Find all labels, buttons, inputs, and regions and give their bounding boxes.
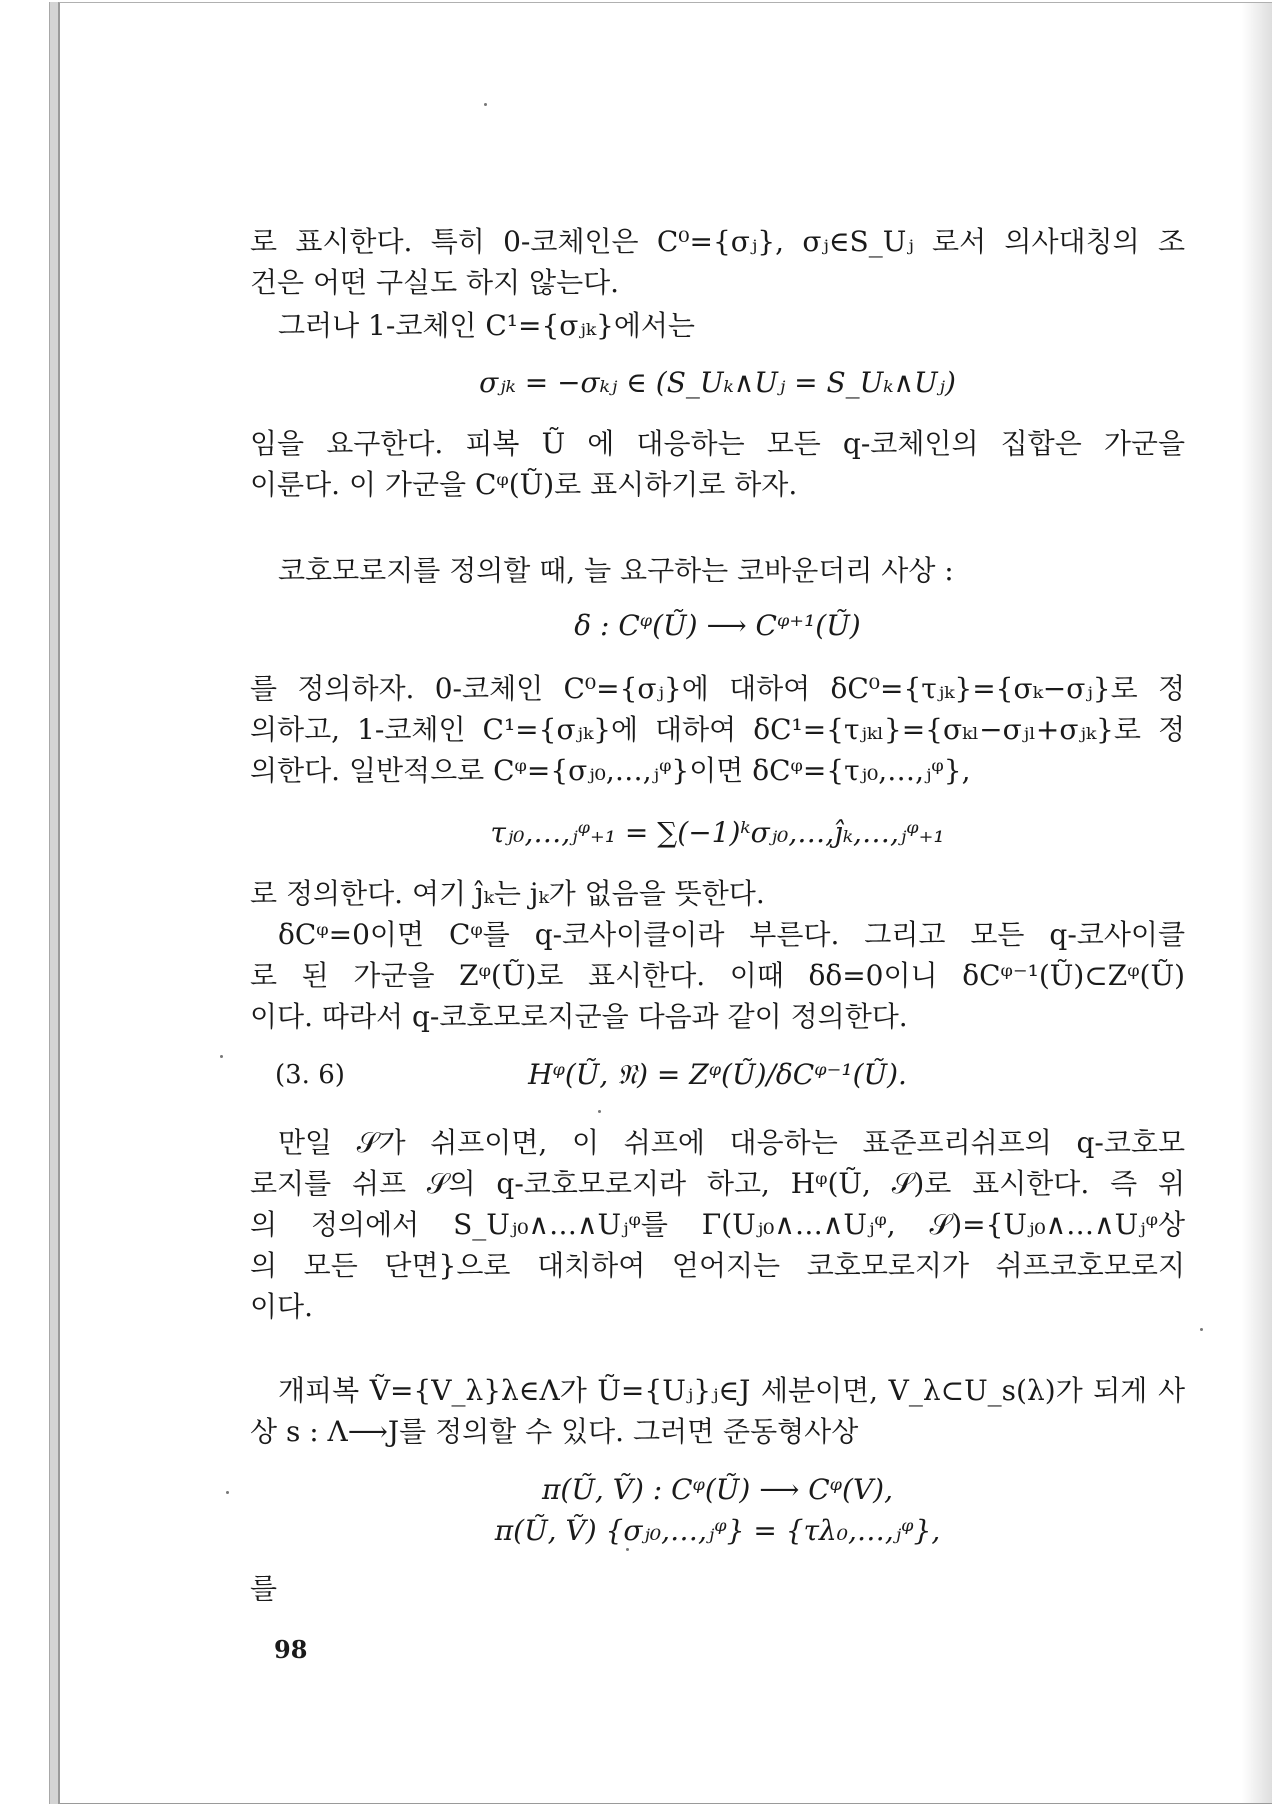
paragraph-2-line: 그러나 1-코체인 C¹={σⱼₖ}에서는 — [278, 309, 695, 342]
paragraph-9-line-1: 개피복 Ṽ={V_λ}λ∈Λ가 Ũ={Uⱼ}ⱼ∈J 세분이면, V_λ⊂U_s(λ)가 되게 사 — [278, 1374, 1185, 1407]
page-number: 98 — [274, 1635, 308, 1664]
print-speck — [626, 1548, 629, 1551]
paragraph-5-line-2: 의하고, 1-코체인 C¹={σⱼₖ}에 대하여 δC¹={τⱼₖₗ}={σₖₗ−σⱼₗ+σⱼₖ}로 정 — [250, 713, 1185, 746]
paragraph-8-line-5: 이다. — [250, 1290, 313, 1323]
paragraph-3-line-1: 임을 요구한다. 피복 Ũ 에 대응하는 모든 q-코체인의 집합은 가군을 — [250, 427, 1185, 460]
print-speck — [226, 1491, 229, 1494]
equation-3: τⱼ₀,…,ⱼᵠ₊₁ = ∑(−1)ᵏσⱼ₀,…,ĵₖ,…,ⱼᵠ₊₁ — [490, 816, 945, 849]
paragraph-10-line: 를 — [250, 1572, 278, 1605]
paragraph-7-line-2: 로 된 가군을 Zᵠ(Ũ)로 표시한다. 이때 δδ=0이니 δCᵠ⁻¹(Ũ)⊂Zᵠ(Ũ) — [250, 959, 1185, 992]
equation-4: Hᵠ(Ũ, 𝔑) = Zᵠ(Ũ)/δCᵠ⁻¹(Ũ). — [528, 1058, 907, 1091]
print-speck — [220, 1055, 223, 1058]
book-page — [58, 2, 1272, 1804]
equation-5a: π(Ũ, Ṽ) : Cᵠ(Ũ) ⟶ Cᵠ(V), — [542, 1473, 893, 1506]
paragraph-9-line-2: 상 s : Λ⟶J를 정의할 수 있다. 그러면 준동형사상 — [250, 1415, 859, 1448]
equation-5b: π(Ũ, Ṽ) {σⱼ₀,…,ⱼᵠ} = {τλ₀,…,ⱼᵠ}, — [494, 1514, 941, 1547]
equation-4-row — [250, 1057, 1185, 1097]
equation-1: σⱼₖ = −σₖⱼ ∈ (S_Uₖ∧Uⱼ = S_Uₖ∧Uⱼ) — [479, 366, 956, 399]
paragraph-3-line-2: 이룬다. 이 가군을 Cᵠ(Ũ)로 표시하기로 하자. — [250, 468, 798, 501]
print-speck — [1200, 1328, 1203, 1331]
paragraph-1-line-2: 건은 어떤 구실도 하지 않는다. — [250, 266, 620, 299]
paragraph-6-line: 로 정의한다. 여기 ĵₖ는 jₖ가 없음을 뜻한다. — [250, 877, 765, 910]
paragraph-8-line-1: 만일 𝒮가 쉬프이면, 이 쉬프에 대응하는 표준프리쉬프의 q-코호모 — [278, 1126, 1185, 1159]
print-speck — [484, 103, 487, 106]
equation-2: δ : Cᵠ(Ũ) ⟶ Cᵠ⁺¹(Ũ) — [574, 609, 861, 642]
paragraph-8-line-3: 의 정의에서 S_Uⱼ₀∧…∧Uⱼᵠ를 Γ(Uⱼ₀∧…∧Uⱼᵠ, 𝒮)={Uⱼ₀∧…∧Uⱼᵠ상 — [250, 1208, 1185, 1241]
paragraph-8-line-4: 의 모든 단면}으로 대치하여 얻어지는 코호모로지가 쉬프코호모로지 — [250, 1249, 1185, 1282]
paragraph-7-line-1: δCᵠ=0이면 Cᵠ를 q-코사이클이라 부른다. 그리고 모든 q-코사이클 — [278, 918, 1185, 951]
paragraph-5-line-1: 를 정의하자. 0-코체인 C⁰={σⱼ}에 대하여 δC⁰={τⱼₖ}={σₖ−σⱼ}로 정 — [250, 672, 1185, 705]
paragraph-1-line-1: 로 표시한다. 특히 0-코체인은 C⁰={σⱼ}, σⱼ∈S_Uⱼ 로서 의사대칭의 조 — [250, 225, 1185, 258]
paragraph-8-line-2: 로지를 쉬프 𝒮의 q-코호모로지라 하고, Hᵠ(Ũ, 𝒮)로 표시한다. 즉 위 — [250, 1167, 1185, 1200]
equation-number: (3. 6) — [275, 1060, 345, 1090]
paragraph-4-line: 코호모로지를 정의할 때, 늘 요구하는 코바운더리 사상 : — [278, 554, 954, 587]
print-speck — [598, 1110, 601, 1113]
paragraph-5-line-3: 의한다. 일반적으로 Cᵠ={σⱼ₀,…,ⱼᵠ}이면 δCᵠ={τⱼ₀,…,ⱼᵠ}, — [250, 754, 971, 787]
paragraph-7-line-3: 이다. 따라서 q-코호모로지군을 다음과 같이 정의한다. — [250, 1000, 908, 1033]
